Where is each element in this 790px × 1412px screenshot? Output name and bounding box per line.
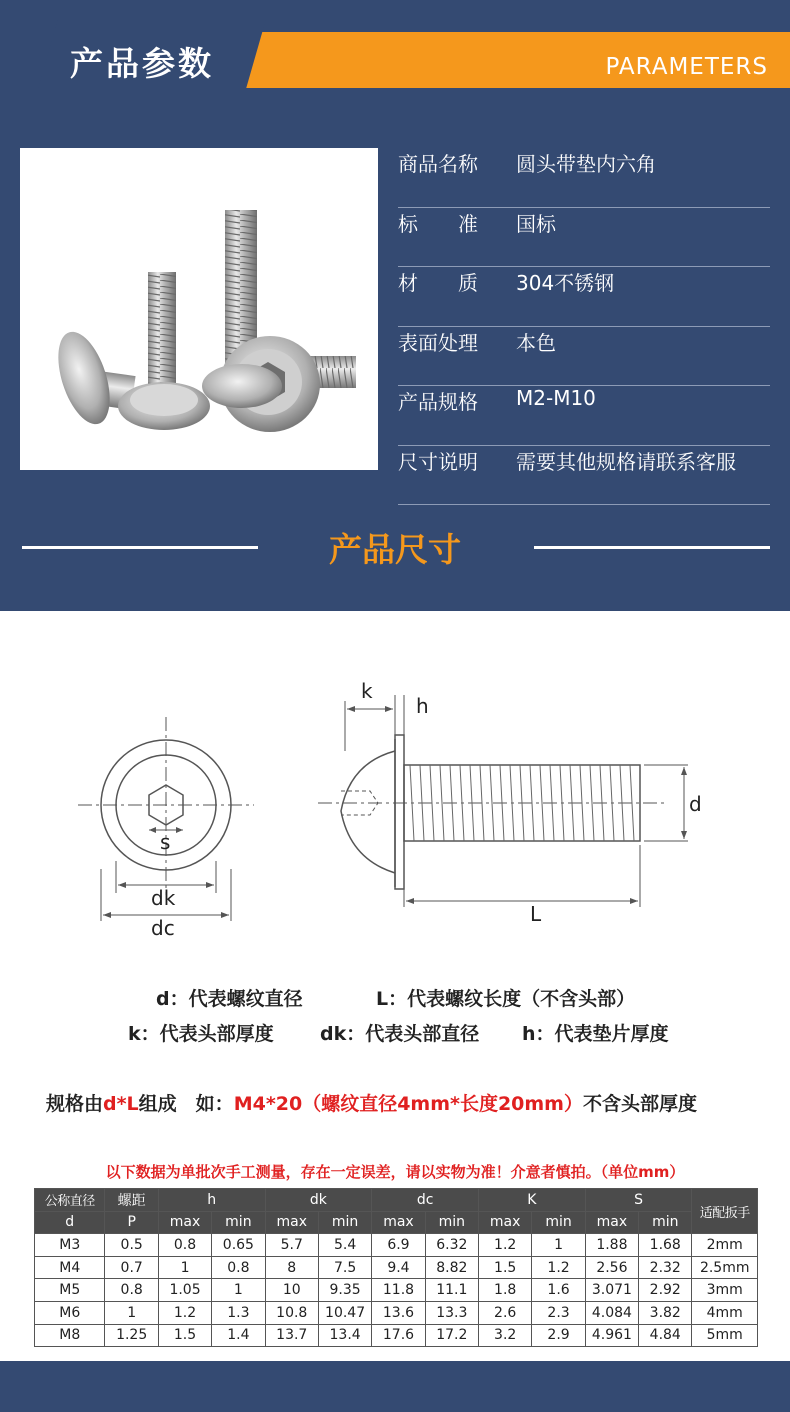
table-cell-p: 1.25 — [105, 1324, 158, 1347]
label-d: d — [689, 792, 702, 816]
table-cell-s-max: 2.56 — [585, 1256, 638, 1279]
table-cell-dc-min: 6.32 — [425, 1234, 478, 1257]
th-k: K — [479, 1189, 586, 1212]
param-label: 材 质 — [398, 271, 478, 295]
table-cell-k-max: 1.2 — [479, 1234, 532, 1257]
table-cell-p: 0.7 — [105, 1256, 158, 1279]
table-cell-h-max: 0.8 — [158, 1234, 211, 1257]
table-cell-dc-max: 6.9 — [372, 1234, 425, 1257]
param-label: 标 准 — [398, 211, 478, 236]
param-row-standard — [398, 208, 770, 268]
table-cell-dk-min: 9.35 — [318, 1279, 371, 1302]
table-cell-k-min: 1 — [532, 1234, 585, 1257]
table-row — [35, 1279, 758, 1302]
table-header-row — [35, 1189, 758, 1212]
spec-formula: d*L — [103, 1093, 139, 1115]
spec-example — [46, 1089, 697, 1116]
table-cell-d: M4 — [35, 1256, 105, 1279]
table-body — [35, 1234, 758, 1347]
spec-suffix: 不含头部厚度 — [582, 1093, 697, 1115]
table-cell-p: 1 — [105, 1301, 158, 1324]
param-label: 产品规格 — [398, 390, 478, 414]
param-row-size-note — [398, 446, 770, 506]
table-cell-d: M6 — [35, 1301, 105, 1324]
label-s: s — [160, 830, 171, 854]
table-cell-h-max: 1.05 — [158, 1279, 211, 1302]
table-cell-p: 0.5 — [105, 1234, 158, 1257]
legend-k: k：代表头部厚度 — [128, 1023, 274, 1045]
th-p: 螺距 — [105, 1189, 158, 1212]
table-cell-d: M5 — [35, 1279, 105, 1302]
table-cell-dc-min: 11.1 — [425, 1279, 478, 1302]
table-cell-s-max: 4.961 — [585, 1324, 638, 1347]
table-cell-h-min: 0.8 — [212, 1256, 265, 1279]
param-label: 商品名称 — [398, 152, 478, 176]
table-cell-wrench: 5mm — [692, 1324, 758, 1347]
dimension-drawing — [0, 611, 790, 951]
table-cell-k-min: 1.2 — [532, 1256, 585, 1279]
param-row-material — [398, 267, 770, 327]
table-cell-k-min: 2.3 — [532, 1301, 585, 1324]
table-cell-dc-min: 17.2 — [425, 1324, 478, 1347]
th-max: max — [479, 1211, 532, 1234]
table-cell-h-max: 1.5 — [158, 1324, 211, 1347]
page-title: 产品参数 — [70, 44, 214, 83]
legend-dk: dk：代表头部直径 — [320, 1023, 480, 1045]
size-section-title: 产品尺寸 — [329, 530, 461, 569]
table-cell-dk-max: 5.7 — [265, 1234, 318, 1257]
table-cell-dk-min: 7.5 — [318, 1256, 371, 1279]
table-cell-k-max: 1.8 — [479, 1279, 532, 1302]
table-cell-dk-max: 13.7 — [265, 1324, 318, 1347]
table-cell-dk-max: 10 — [265, 1279, 318, 1302]
table-cell-dc-min: 13.3 — [425, 1301, 478, 1324]
washer — [395, 735, 404, 889]
dimension-table — [34, 1188, 758, 1347]
table-cell-d: M8 — [35, 1324, 105, 1347]
table-cell-s-min: 4.84 — [639, 1324, 692, 1347]
table-cell-p: 0.8 — [105, 1279, 158, 1302]
table-cell-dk-min: 10.47 — [318, 1301, 371, 1324]
legend-d: d：代表螺纹直径 — [156, 988, 303, 1010]
param-row-surface — [398, 327, 770, 387]
th-p-sub: P — [105, 1211, 158, 1234]
table-cell-dk-max: 10.8 — [265, 1301, 318, 1324]
th-wrench: 适配扳手 — [692, 1189, 758, 1234]
legend-L: L：代表螺纹长度（不含头部） — [376, 988, 636, 1010]
table-cell-k-min: 2.9 — [532, 1324, 585, 1347]
param-label: 尺寸说明 — [398, 449, 478, 474]
spec-prefix: 规格由 — [46, 1093, 104, 1115]
th-min: min — [318, 1211, 371, 1234]
table-cell-dk-min: 5.4 — [318, 1234, 371, 1257]
table-cell-h-max: 1.2 — [158, 1301, 211, 1324]
footer-band — [0, 1361, 790, 1412]
param-row-name — [398, 148, 770, 208]
table-row — [35, 1256, 758, 1279]
table-cell-h-min: 1.4 — [212, 1324, 265, 1347]
table-cell-s-min: 2.32 — [639, 1256, 692, 1279]
legend-h: h：代表垫片厚度 — [522, 1023, 669, 1045]
table-cell-h-min: 1.3 — [212, 1301, 265, 1324]
th-dc: dc — [372, 1189, 479, 1212]
spec-middle: 组成 如： — [138, 1093, 234, 1115]
table-cell-dc-min: 8.82 — [425, 1256, 478, 1279]
table-cell-dc-max: 17.6 — [372, 1324, 425, 1347]
table-cell-dk-min: 13.4 — [318, 1324, 371, 1347]
page-subtitle: PARAMETERS — [605, 54, 768, 80]
table-cell-k-min: 1.6 — [532, 1279, 585, 1302]
th-min: min — [212, 1211, 265, 1234]
th-dk: dk — [265, 1189, 372, 1212]
th-min: min — [532, 1211, 585, 1234]
table-cell-s-min: 1.68 — [639, 1234, 692, 1257]
table-cell-dc-max: 11.8 — [372, 1279, 425, 1302]
measurement-notice: 以下数据为单批次手工测量，存在一定误差，请以实物为准！介意者慎拍。（单位mm） — [105, 1163, 685, 1181]
table-cell-wrench: 2.5mm — [692, 1256, 758, 1279]
param-value: 国标 — [516, 211, 556, 236]
table-cell-s-max: 1.88 — [585, 1234, 638, 1257]
table-row — [35, 1234, 758, 1257]
table-cell-wrench: 2mm — [692, 1234, 758, 1257]
th-d-sub: d — [35, 1211, 105, 1234]
param-value: 需要其他规格请联系客服 — [516, 449, 736, 474]
label-k: k — [361, 679, 373, 703]
th-min: min — [639, 1211, 692, 1234]
table-cell-wrench: 3mm — [692, 1279, 758, 1302]
dome-head — [341, 751, 395, 873]
th-min: min — [425, 1211, 478, 1234]
table-cell-dk-max: 8 — [265, 1256, 318, 1279]
table-cell-k-max: 2.6 — [479, 1301, 532, 1324]
product-photo — [20, 148, 378, 470]
table-cell-s-max: 4.084 — [585, 1301, 638, 1324]
label-dc: dc — [151, 916, 175, 940]
param-value: 圆头带垫内六角 — [516, 152, 656, 176]
param-value: M2-M10 — [516, 386, 596, 410]
label-L: L — [530, 902, 542, 926]
th-h: h — [158, 1189, 265, 1212]
table-cell-dc-max: 13.6 — [372, 1301, 425, 1324]
table-cell-d: M3 — [35, 1234, 105, 1257]
table-cell-s-min: 2.92 — [639, 1279, 692, 1302]
spec-example-value: M4*20（螺纹直径4mm*长度20mm） — [233, 1093, 583, 1115]
table-subheader-row — [35, 1211, 758, 1234]
th-max: max — [585, 1211, 638, 1234]
table-cell-s-max: 3.071 — [585, 1279, 638, 1302]
th-s: S — [585, 1189, 692, 1212]
table-cell-wrench: 4mm — [692, 1301, 758, 1324]
table-cell-h-max: 1 — [158, 1256, 211, 1279]
parameter-list — [398, 148, 770, 505]
table-cell-dc-max: 9.4 — [372, 1256, 425, 1279]
table-row — [35, 1301, 758, 1324]
param-label: 表面处理 — [398, 330, 478, 355]
th-max: max — [372, 1211, 425, 1234]
param-value: 304不锈钢 — [516, 271, 615, 295]
th-max: max — [158, 1211, 211, 1234]
table-cell-k-max: 3.2 — [479, 1324, 532, 1347]
screws-illustration — [20, 148, 378, 470]
th-max: max — [265, 1211, 318, 1234]
param-value: 本色 — [516, 330, 556, 355]
table-cell-h-min: 1 — [212, 1279, 265, 1302]
param-row-spec — [398, 386, 770, 446]
table-cell-k-max: 1.5 — [479, 1256, 532, 1279]
th-d: 公称直径 — [35, 1189, 105, 1212]
label-dk: dk — [151, 886, 176, 910]
dimension-panel — [0, 611, 790, 1361]
table-row — [35, 1324, 758, 1347]
label-h: h — [416, 694, 429, 718]
table-cell-h-min: 0.65 — [212, 1234, 265, 1257]
table-cell-s-min: 3.82 — [639, 1301, 692, 1324]
